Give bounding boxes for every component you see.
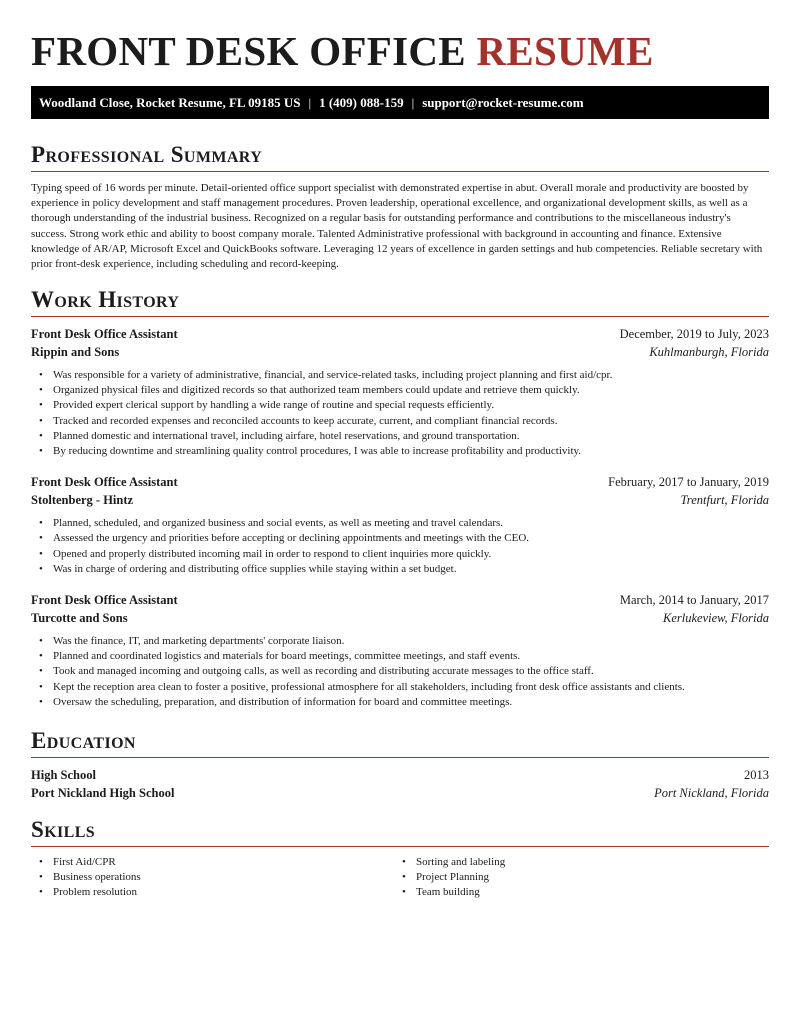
job-title: Front Desk Office Assistant	[31, 593, 178, 608]
job-title: Front Desk Office Assistant	[31, 327, 178, 341]
job-bullets	[31, 368, 769, 459]
work-history-section	[31, 285, 769, 710]
job-bullet: • Took and managed incoming and outgoing calls, as well as recording and distributing accurate messages to the office staff.	[31, 664, 769, 679]
job-bullet: • Provided expert clerical support by handling a wide range of routine and special requests efficiently.	[31, 398, 769, 413]
job-entry	[31, 591, 769, 710]
job-company: Rippin and Sons	[31, 345, 120, 359]
section-divider	[31, 171, 769, 172]
work-history-heading: Work History	[31, 287, 180, 312]
title-main: FRONT DESK OFFICE	[31, 28, 466, 74]
skills-column-left	[31, 855, 141, 901]
job-bullet: • Planned, scheduled, and organized business and social events, as well as meeting and travel calendars.	[31, 516, 769, 531]
education-year: 2013	[744, 768, 769, 782]
job-bullet: • Tracked and recorded expenses and reconciled accounts to keep accurate, current, and compliant financial records.	[31, 414, 769, 429]
job-bullets	[31, 634, 769, 710]
job-dates: December, 2019 to July, 2023	[619, 327, 769, 341]
education-heading: Education	[31, 728, 136, 753]
job-location: Kuhlmanburgh, Florida	[649, 345, 769, 359]
section-divider	[31, 757, 769, 758]
job-title: Front Desk Office Assistant	[31, 475, 178, 490]
skill-item: • Project Planning	[394, 870, 505, 885]
job-bullet: • By reducing downtime and streamlining quality control procedures, I was able to increase profitability and productivity.	[31, 444, 769, 459]
job-bullet: • Was in charge of ordering and distributing office supplies while staying within a set budget.	[31, 562, 769, 577]
job-bullet: • Planned domestic and international travel, including airfare, hotel reservations, and ground transportation.	[31, 429, 769, 444]
job-dates: February, 2017 to January, 2019	[608, 475, 769, 490]
contact-address: Woodland Close, Rocket Resume, FL 09185 US	[39, 95, 301, 110]
education-entry	[31, 766, 769, 802]
education-location: Port Nickland, Florida	[654, 786, 769, 800]
skill-item: • Team building	[394, 885, 505, 900]
contact-separator: |	[411, 95, 415, 110]
job-company: Turcotte and Sons	[31, 611, 128, 626]
education-degree: High School	[31, 768, 96, 782]
job-bullets	[31, 516, 769, 577]
skill-item: • Problem resolution	[31, 885, 141, 900]
skills-section	[31, 815, 769, 905]
job-bullet: • Organized physical files and digitized records so that authorized team members could update and retrieve them quickly.	[31, 383, 769, 398]
education-section	[31, 726, 769, 802]
skill-item: • Sorting and labeling	[394, 855, 505, 870]
job-bullet: • Oversaw the scheduling, preparation, and distribution of information for board and committee meetings.	[31, 695, 769, 710]
job-bullet: • Kept the reception area clean to foster a positive, professional atmosphere for all stakeholders, including front desk office assistants and clients.	[31, 680, 769, 695]
skills-column-right	[394, 855, 505, 901]
contact-email[interactable]: support@rocket-resume.com	[422, 95, 584, 110]
skill-item: • First Aid/CPR	[31, 855, 141, 870]
job-bullet: • Planned and coordinated logistics and materials for board meetings, committee meetings, and staff events.	[31, 649, 769, 664]
skill-item: • Business operations	[31, 870, 141, 885]
job-location: Kerlukeview, Florida	[663, 611, 769, 626]
job-bullet: • Assessed the urgency and priorities before accepting or declining appointments and meetings with the CEO.	[31, 531, 769, 546]
education-school: Port Nickland High School	[31, 786, 175, 800]
section-divider	[31, 316, 769, 317]
job-dates: March, 2014 to January, 2017	[619, 593, 769, 608]
job-bullet: • Was the finance, IT, and marketing departments' corporate liaison.	[31, 634, 769, 649]
contact-bar	[31, 86, 769, 119]
job-bullet: • Was responsible for a variety of administrative, financial, and service-related tasks, including project planning and first aid/cpr.	[31, 368, 769, 383]
job-bullet: • Opened and properly distributed incoming mail in order to respond to client inquiries more quickly.	[31, 547, 769, 562]
section-divider	[31, 846, 769, 847]
job-company: Stoltenberg - Hintz	[31, 493, 134, 508]
summary-text: Typing speed of 16 words per minute. Detail-oriented office support specialist with demonstrated expertise in abut. Overall morale and productivity are boosted by experience in policy development and staff management procedures. Proven leadership, operational excellence, and organizational development skills, as well as a thorough understanding of the industrial business. Recognized on a regular basis for outstanding performance and contributions to the miscellaneous industry's success. Strong work ethic and ability to boost company morale. Talented Administrative professional with background in accounting and finance. Extensive knowledge of AR/AP, Microsoft Excel and QuickBooks software. Leveraging 12 years of excellence in garden settings and hub competencies. Reliable secretary with prior front-desk experience, including scheduling and record-keeping.	[31, 182, 763, 271]
title-accent: RESUME	[476, 28, 654, 74]
job-entry	[31, 325, 769, 459]
resume-title	[31, 27, 654, 75]
contact-separator: |	[308, 95, 312, 110]
job-entry	[31, 473, 769, 577]
skills-heading: Skills	[31, 817, 96, 842]
skills-list	[31, 855, 769, 905]
contact-phone[interactable]: 1 (409) 088-159	[319, 95, 404, 110]
job-location: Trentfurt, Florida	[680, 493, 769, 508]
summary-heading: Professional Summary	[31, 142, 263, 167]
summary-section	[31, 140, 769, 272]
